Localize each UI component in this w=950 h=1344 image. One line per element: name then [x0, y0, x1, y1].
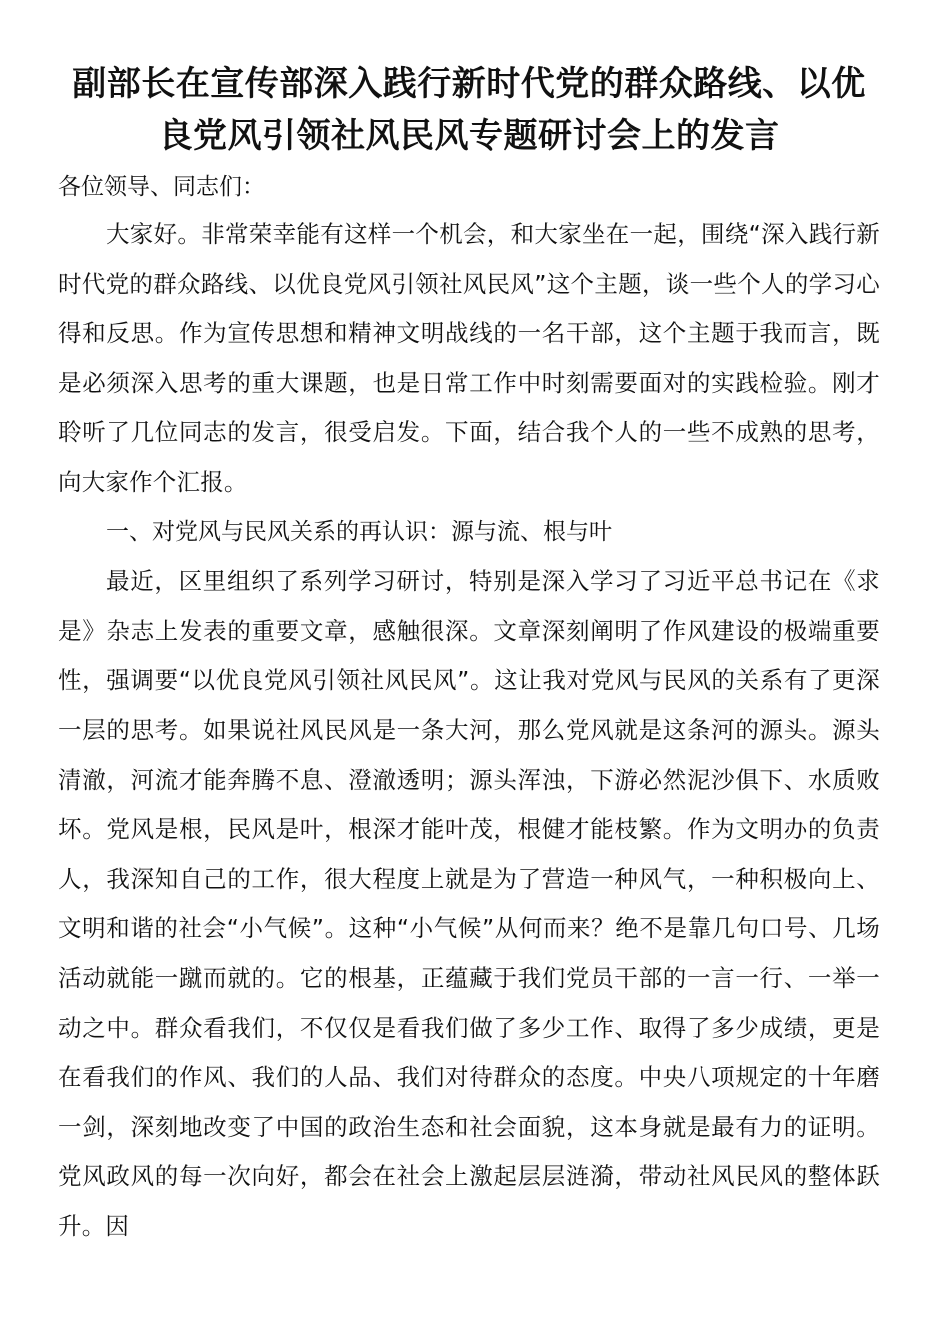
- title-line-2: 良党风引领社风民风专题研讨会上的发言: [158, 116, 780, 156]
- section-heading-1: 一、对党风与民风关系的再认识：源与流、根与叶: [106, 518, 612, 545]
- title-line-1: 副部长在宣传部深入践行新时代党的群众路线、以优: [72, 64, 866, 104]
- document-title: [58, 58, 880, 162]
- paragraph-opening: 大家好。非常荣幸能有这样一个机会，和大家坐在一起，围绕“深入践行新时代党的群众路线、以优良党风引领社风民风”这个主题，谈一些个人的学习心得和反思。作为宣传思想和精神文明战线的一名干部，这个主题于我而言，既是必须深入思考的重大课题，也是日常工作中时刻需要面对的实践检验。刚才聆听了几位同志的发言，很受启发。下面，结合我个人的一些不成熟的思考，向大家作个汇报。: [58, 220, 880, 496]
- salutation: 各位领导、同志们：: [58, 174, 265, 200]
- paragraph-section-1: 最近，区里组织了系列学习研讨，特别是深入学习了习近平总书记在《求是》杂志上发表的重要文章，感触很深。文章深刻阐明了作风建设的极端重要性，强调要“以优良党风引领社风民风”。这让我对党风与民风的关系有了更深一层的思考。如果说社风民风是一条大河，那么党风就是这条河的源头。源头清澈，河流才能奔腾不息、澄澈透明；源头浑浊，下游必然泥沙俱下、水质败坏。党风是根，民风是叶，根深才能叶茂，根健才能枝繁。作为文明办的负责人，我深知自己的工作，很大程度上就是为了营造一种风气，一种积极向上、文明和谐的社会“小气候”。这种“小气候”从何而来？绝不是靠几句口号、几场活动就能一蹴而就的。它的根基，正蕴藏于我们党员干部的一言一行、一举一动之中。群众看我们，不仅仅是看我们做了多少工作、取得了多少成绩，更是在看我们的作风、我们的人品、我们对待群众的态度。中央八项规定的十年磨一剑，深刻地改变了中国的政治生态和社会面貌，这本身就是最有力的证明。党风政风的每一次向好，都会在社会上激起层层涟漪，带动社风民风的整体跃升。因: [58, 567, 880, 1240]
